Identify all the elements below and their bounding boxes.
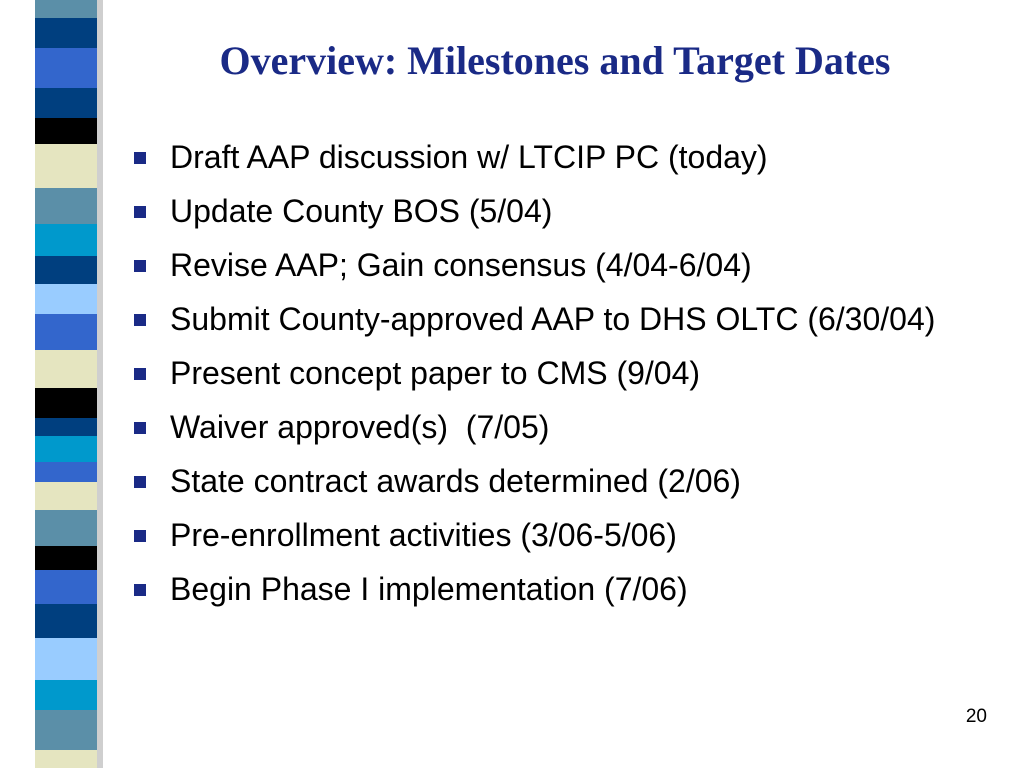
stripe-block bbox=[35, 462, 97, 482]
bullet-item bbox=[128, 137, 978, 177]
stripe-block bbox=[35, 680, 97, 710]
stripe-block bbox=[35, 418, 97, 436]
bullet-text: State contract awards determined (2/06) bbox=[170, 463, 741, 499]
stripe-block bbox=[35, 256, 97, 284]
bullet-text: Present concept paper to CMS (9/04) bbox=[170, 355, 701, 391]
stripe-block bbox=[35, 118, 97, 144]
stripe-block bbox=[35, 224, 97, 256]
stripe-block bbox=[35, 88, 97, 118]
bullet-item bbox=[128, 569, 978, 609]
bullet-item bbox=[128, 407, 978, 447]
bullet-item bbox=[128, 515, 978, 555]
stripe-block bbox=[35, 750, 97, 768]
bullet-text: Draft AAP discussion w/ LTCIP PC (today) bbox=[170, 139, 768, 175]
square-bullet-icon bbox=[134, 152, 146, 164]
bullet-text: Update County BOS (5/04) bbox=[170, 193, 553, 229]
bullet-text: Begin Phase I implementation (7/06) bbox=[170, 571, 688, 607]
square-bullet-icon bbox=[134, 314, 146, 326]
stripe-block bbox=[35, 510, 97, 546]
stripe-block bbox=[35, 144, 97, 188]
stripe-block bbox=[35, 482, 97, 510]
bullet-text: Submit County-approved AAP to DHS OLTC (6/30/04) bbox=[170, 301, 936, 337]
stripe-block bbox=[35, 604, 97, 638]
square-bullet-icon bbox=[134, 368, 146, 380]
stripe-block bbox=[35, 314, 97, 350]
stripe-block bbox=[35, 436, 97, 462]
stripe-block bbox=[35, 546, 97, 570]
stripe-block bbox=[35, 350, 97, 388]
decorative-stripe bbox=[35, 0, 97, 768]
bullet-text: Revise AAP; Gain consensus (4/04-6/04) bbox=[170, 247, 752, 283]
square-bullet-icon bbox=[134, 422, 146, 434]
page-number: 20 bbox=[965, 706, 987, 727]
stripe-block bbox=[35, 570, 97, 604]
stripe-block bbox=[35, 710, 97, 750]
square-bullet-icon bbox=[134, 206, 146, 218]
stripe-block bbox=[35, 48, 97, 88]
square-bullet-icon bbox=[134, 584, 146, 596]
bullet-item bbox=[128, 299, 978, 339]
bullet-item bbox=[128, 353, 978, 393]
stripe-block bbox=[35, 18, 97, 48]
square-bullet-icon bbox=[134, 260, 146, 272]
square-bullet-icon bbox=[134, 476, 146, 488]
bullet-text: Waiver approved(s) (7/05) bbox=[170, 409, 550, 445]
stripe-block bbox=[35, 0, 97, 18]
stripe-shadow bbox=[97, 0, 103, 768]
stripe-block bbox=[35, 388, 97, 418]
bullet-item bbox=[128, 461, 978, 501]
bullet-text: Pre-enrollment activities (3/06-5/06) bbox=[170, 517, 677, 553]
bullet-item bbox=[128, 191, 978, 231]
stripe-block bbox=[35, 284, 97, 314]
stripe-block bbox=[35, 188, 97, 224]
bullet-list bbox=[128, 137, 978, 623]
bullet-item bbox=[128, 245, 978, 285]
stripe-block bbox=[35, 638, 97, 680]
square-bullet-icon bbox=[134, 530, 146, 542]
slide-title: Overview: Milestones and Target Dates bbox=[219, 38, 891, 83]
